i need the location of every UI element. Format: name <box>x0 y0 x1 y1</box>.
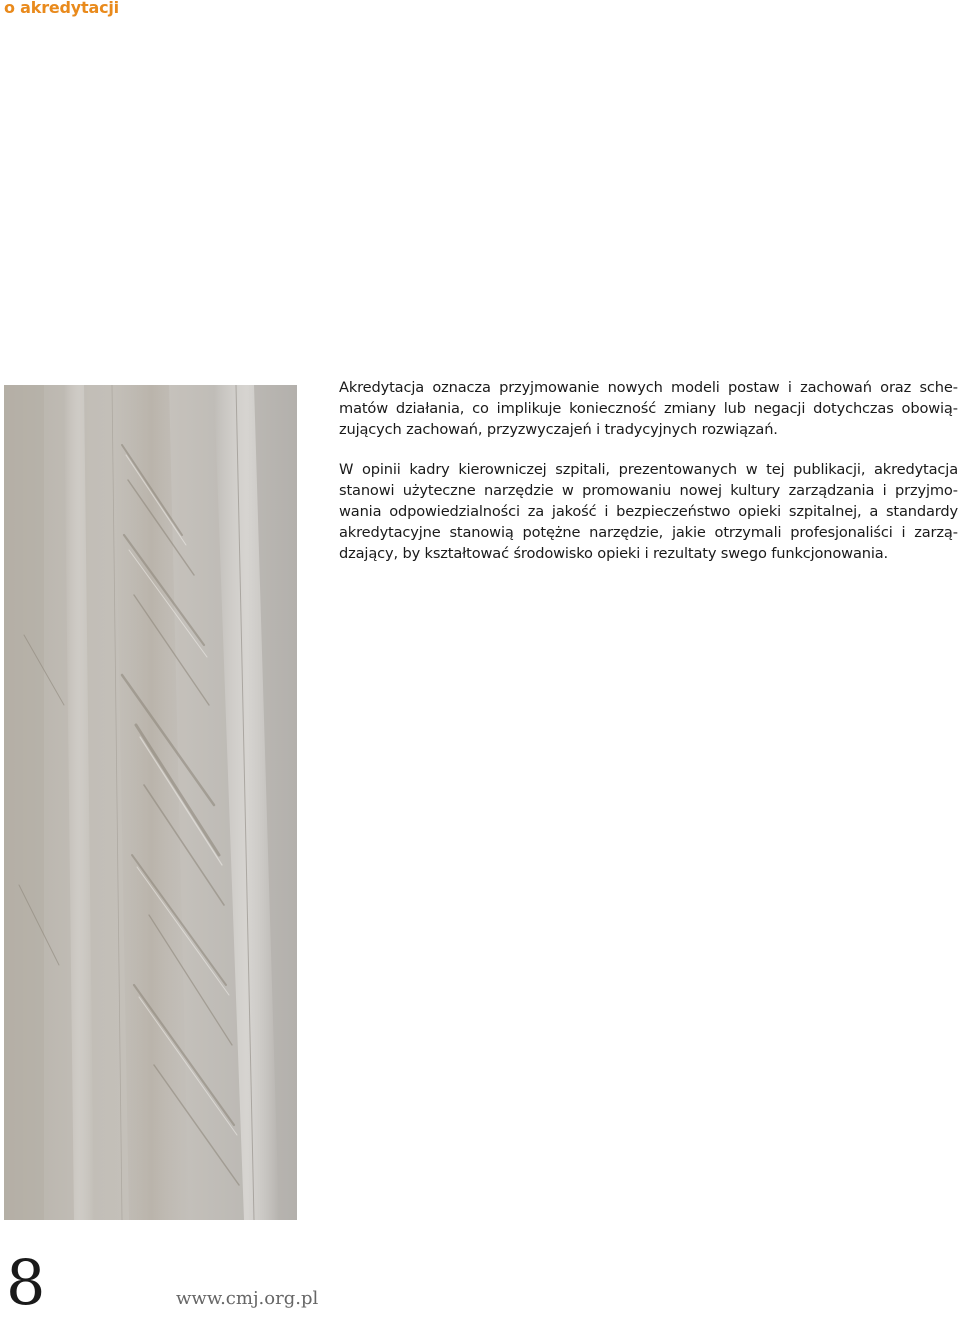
paragraph-1: Akredytacja oznacza przyjmowanie nowych modeli postaw i zachowań oraz schematów działania, co implikuje konieczność zmiany lub negacji dotychczas obowiązujących zachowań, przyzwyczajeń i tradycyjnych rozwiązań. <box>339 379 958 438</box>
marble-texture-graphic <box>4 385 297 1220</box>
website-url: www.cmj.org.pl <box>176 1288 319 1309</box>
section-title: o akredytacji <box>4 0 119 17</box>
page-number: 8 <box>6 1246 46 1319</box>
paragraph-2: W opinii kadry kierowniczej szpitali, prezentowanych w tej publikacji, akredytacja stanowi użyteczne narzędzie w promowaniu nowej kultury zarządzania i przyjmowania odpowiedzialności za jakość i bezpieczeństwo opieki szpitalnej, a standardy akredytacyjne stanowią potężne narzędzie, jakie otrzymali profesjonaliści i zarządzający, by kształtować środowisko opieki i rezultaty swego funkcjonowania. <box>339 461 958 562</box>
marble-texture-image <box>4 385 297 1220</box>
body-text <box>339 378 958 584</box>
